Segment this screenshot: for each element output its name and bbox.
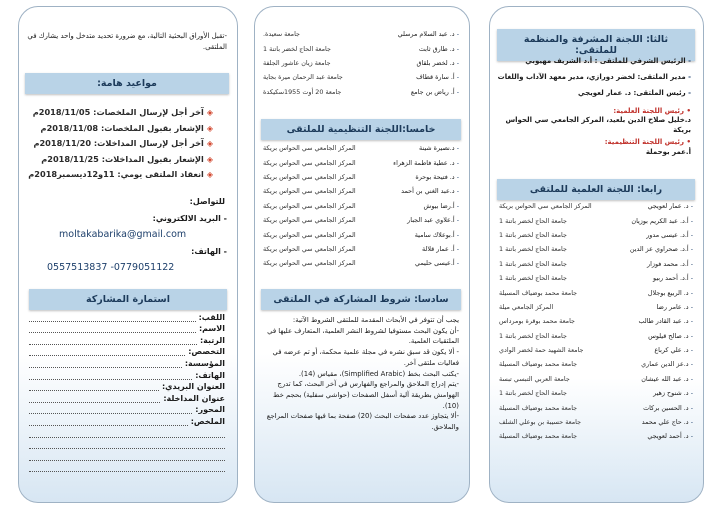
honorary-president: - الرئيس الشرفي للملتقى : أ.د الشريف مهيوبي (525, 57, 691, 65)
form-field[interactable]: العنوان البريدي: (29, 380, 225, 392)
condition-item: يجب أن تتوفر في الأبحاث المقدمة للملتقى الشروط الآتية: (292, 316, 459, 324)
list-item: - د. علي كرباع جامعة الشهيد حمة لخضر الوادي (499, 346, 693, 355)
list-item: - د. طارق ثابت جامعة الحاج لخضر باتنة 1 (263, 44, 459, 53)
list-item: - د.نصيرة شينة المركز الجامعي سي الحواس بريكة (263, 144, 459, 153)
committee-leaders (497, 57, 691, 157)
condition-item: -ألا يتجاوز عدد صفحات البحث (20) صفحة بما فيها صفحات المراجع والملاحق. (266, 412, 459, 432)
supervising-committee-header: ثالثا: اللجنة المشرفة والمنظمة للملتقى: (497, 29, 695, 61)
bullet-icon: ◈ (206, 123, 213, 133)
list-item: - د. عبد القادر طالب جامعة محمد بوقرة بومرداس (499, 317, 693, 326)
scientific-committee-header: رابعا: اللجنة العلمية للملتقى (497, 179, 695, 200)
email-label: - البريد الالكتروني: (152, 214, 227, 223)
list-item: - أ.رضا بيوش المركز الجامعي سي الحواس بريكة (263, 201, 459, 210)
list-item: - أ. عمار قلالة المركز الجامعي سي الحواس بريكة (263, 244, 459, 253)
list-item: - أ.علاوي عبد الجبار المركز الجامعي سي الحواس بريكة (263, 216, 459, 225)
list-item: - د. صالح قيلوس جامعة الحاج لخضر باتنة 1 (499, 331, 693, 340)
panel-organizing (254, 6, 470, 503)
form-field-extra[interactable] (29, 426, 225, 438)
list-item: - د.عبد الغني بن أحمد المركز الجامعي سي الحواس بريكة (263, 187, 459, 196)
form-field[interactable]: المؤسسة: (29, 356, 225, 368)
bullet-icon: ◈ (206, 170, 213, 180)
deadline-item: ◈آخر أجل لإرسال الملخصات: 2018/11/05م (32, 107, 213, 117)
form-header: استمارة المشاركة (29, 289, 227, 310)
deadline-item: ◈الإشعار بقبول الملخصات: 2018/11/08م (40, 122, 213, 133)
deadlines-header: مواعيد هامة: (25, 73, 229, 94)
panel-committees (489, 6, 704, 503)
list-item: - أ.عيسى حليمي المركز الجامعي سي الحواس بريكة (263, 259, 459, 268)
conference-director: - مدير الملتقى: لخضر دورازي، مدير معهد الآداب واللغات (497, 73, 691, 81)
list-item: - أ.د. صحراوي عز الدين جامعة الحاج لخضر باتنة 1 (499, 245, 693, 254)
bullet-icon: ◈ (206, 139, 213, 149)
list-item: - د. عبد السلام مرسلي جامعة سعيدة. (263, 30, 459, 39)
form-field-extra[interactable] (29, 438, 225, 450)
list-item: - أ. رياض بن جامع جامعة 20 أوت 1955سكيكدة (263, 87, 459, 96)
list-item: - د. الربيع بوجلال جامعة محمد بوضياف المسيلة (499, 288, 693, 297)
deadline-item: ◈الإشعار بقبول المداخلات: 2018/11/25م (41, 153, 213, 164)
form-field-extra[interactable] (29, 461, 225, 473)
condition-item: -يتم إدراج الملاحق والمراجع والفهارس في آخر البحث، كما تدرج الهوامش بطريقة آلية أسفل الصفحات (حواشي سفلية) بحجم خط (10). (273, 380, 459, 410)
email-link[interactable]: moltakabarika@gmail.com (59, 229, 187, 240)
conference-chair: - رئيس الملتقى: د. عمار لعويجي (578, 89, 691, 97)
deadline-item: ◈انعقاد الملتقى يومي: 11و12ديسمبر2018م (28, 169, 213, 180)
form-field[interactable]: التخصص: (29, 345, 225, 357)
bullet-icon: ◈ (206, 154, 213, 164)
list-item: - د. شنوح زهير جامعة الحاج لخضر باتنة 1 (499, 389, 693, 398)
bullet-icon: ◈ (206, 108, 213, 117)
list-item: - أ.د. عيسى مدور جامعة الحاج لخضر باتنة 1 (499, 230, 693, 239)
list-item: - أ.د. محمد فوزار جامعة الحاج لخضر باتنة 1 (499, 259, 693, 268)
committee-continued-list (261, 27, 461, 99)
org-chair-label: • رئيس اللجنة التنظيمية: (604, 138, 691, 147)
conditions-header: سادسا: شروط المشاركة في الملتقى (261, 289, 461, 310)
form-field[interactable]: الملخص: (29, 414, 225, 426)
form-field[interactable]: عنوان المداخلة: (29, 391, 225, 403)
form-field[interactable]: المحور: (29, 403, 225, 415)
phone-label: - الهاتف: (191, 247, 227, 256)
form-field-extra[interactable] (29, 449, 225, 461)
list-item: - د. عبد الله عيشان جامعة العربي التبسي تبسة (499, 374, 693, 383)
list-item: - د. الحسين بركات جامعة محمد بوضياف المسيلة (499, 403, 693, 412)
org-chair: أ.عمر بوحملة (645, 147, 691, 156)
list-item: - د. فتيحة بوحرة المركز الجامعي سي الحواس بريكة (263, 172, 459, 181)
list-item: - أ.د. عبد الكريم بوزيان جامعة الحاج لخضر باتنة 1 (499, 216, 693, 225)
list-item: - د. أحمد لعويجي جامعة محمد بوضياف المسيلة (499, 432, 693, 441)
phone-number: 0557513837 -0779051122 (47, 262, 175, 273)
deadline-item: ◈آخر أجل لإرسال المداخلات: 2018/11/20م (33, 138, 213, 149)
condition-item: - ألا يكون قد سبق نشره في مجلة علمية محكمة، أو تم عرضه في فعاليات ملتقى آخر. (272, 348, 459, 367)
form-field[interactable]: الاسم: (29, 322, 225, 334)
list-item: - د. عطية فاطمة الزهراء المركز الجامعي سي الحواس بريكة (263, 158, 459, 167)
list-item: - د. لخضر بلقاق جامعة زيان عاشور الجلفة (263, 58, 459, 67)
form-field[interactable]: الهاتف: (29, 368, 225, 380)
deadlines-list (23, 105, 213, 183)
participation-form (29, 310, 225, 472)
condition-item: -يكتب البحث بخط (Simplified Arabic)، مقياس (14). (298, 369, 459, 378)
list-item: - أ.د. أحمد ربيو جامعة الحاج لخضر باتنة 1 (499, 274, 693, 283)
sci-chair: د.خليل صلاح الدين بلعيد، المركز الجامعي سي الحواس بريكة (505, 116, 691, 134)
list-item: - د.عز الدين عماري جامعة محمد بوضياف المسيلة (499, 360, 693, 369)
list-item: - أ.بوعلاك سامية المركز الجامعي سي الحواس بريكة (263, 230, 459, 239)
org-committee-header: خامسا:اللجنة التنظيمية للملتقى (261, 119, 461, 140)
conditions-text (263, 315, 459, 433)
sci-chair-label: • رئيس اللجنة العلمية: (613, 107, 691, 115)
scientific-committee-list (497, 199, 695, 444)
condition-item: -أن يكون البحث مستوفيا لشروط النشر العلمية، المتعارف عليها في الملتقيات العلمية. (267, 326, 459, 346)
org-committee-list (261, 141, 461, 271)
list-item: - د. عمار لعويجي المركز الجامعي سي الحواس بريكة (499, 202, 693, 211)
form-field[interactable]: اللقب: (29, 310, 225, 322)
panel-deadlines-form (18, 6, 238, 503)
list-item: - د. عامر رضا المركز الجامعي ميلة (499, 302, 693, 311)
list-item: - د. حاج علي محمد جامعة حسيبة بن بوعلي الشلف (499, 418, 693, 427)
contact-label: للتواصل: (189, 197, 225, 206)
form-field[interactable]: الرتبة: (29, 333, 225, 345)
list-item: - أ. سارة قطاف جامعة عبد الرحمان ميرة بجاية (263, 73, 459, 82)
intro-text: -تقبل الأوراق البحثية التالية، مع ضرورة تحديد متدخل واحد يشارك في الملتقى. (27, 32, 227, 51)
